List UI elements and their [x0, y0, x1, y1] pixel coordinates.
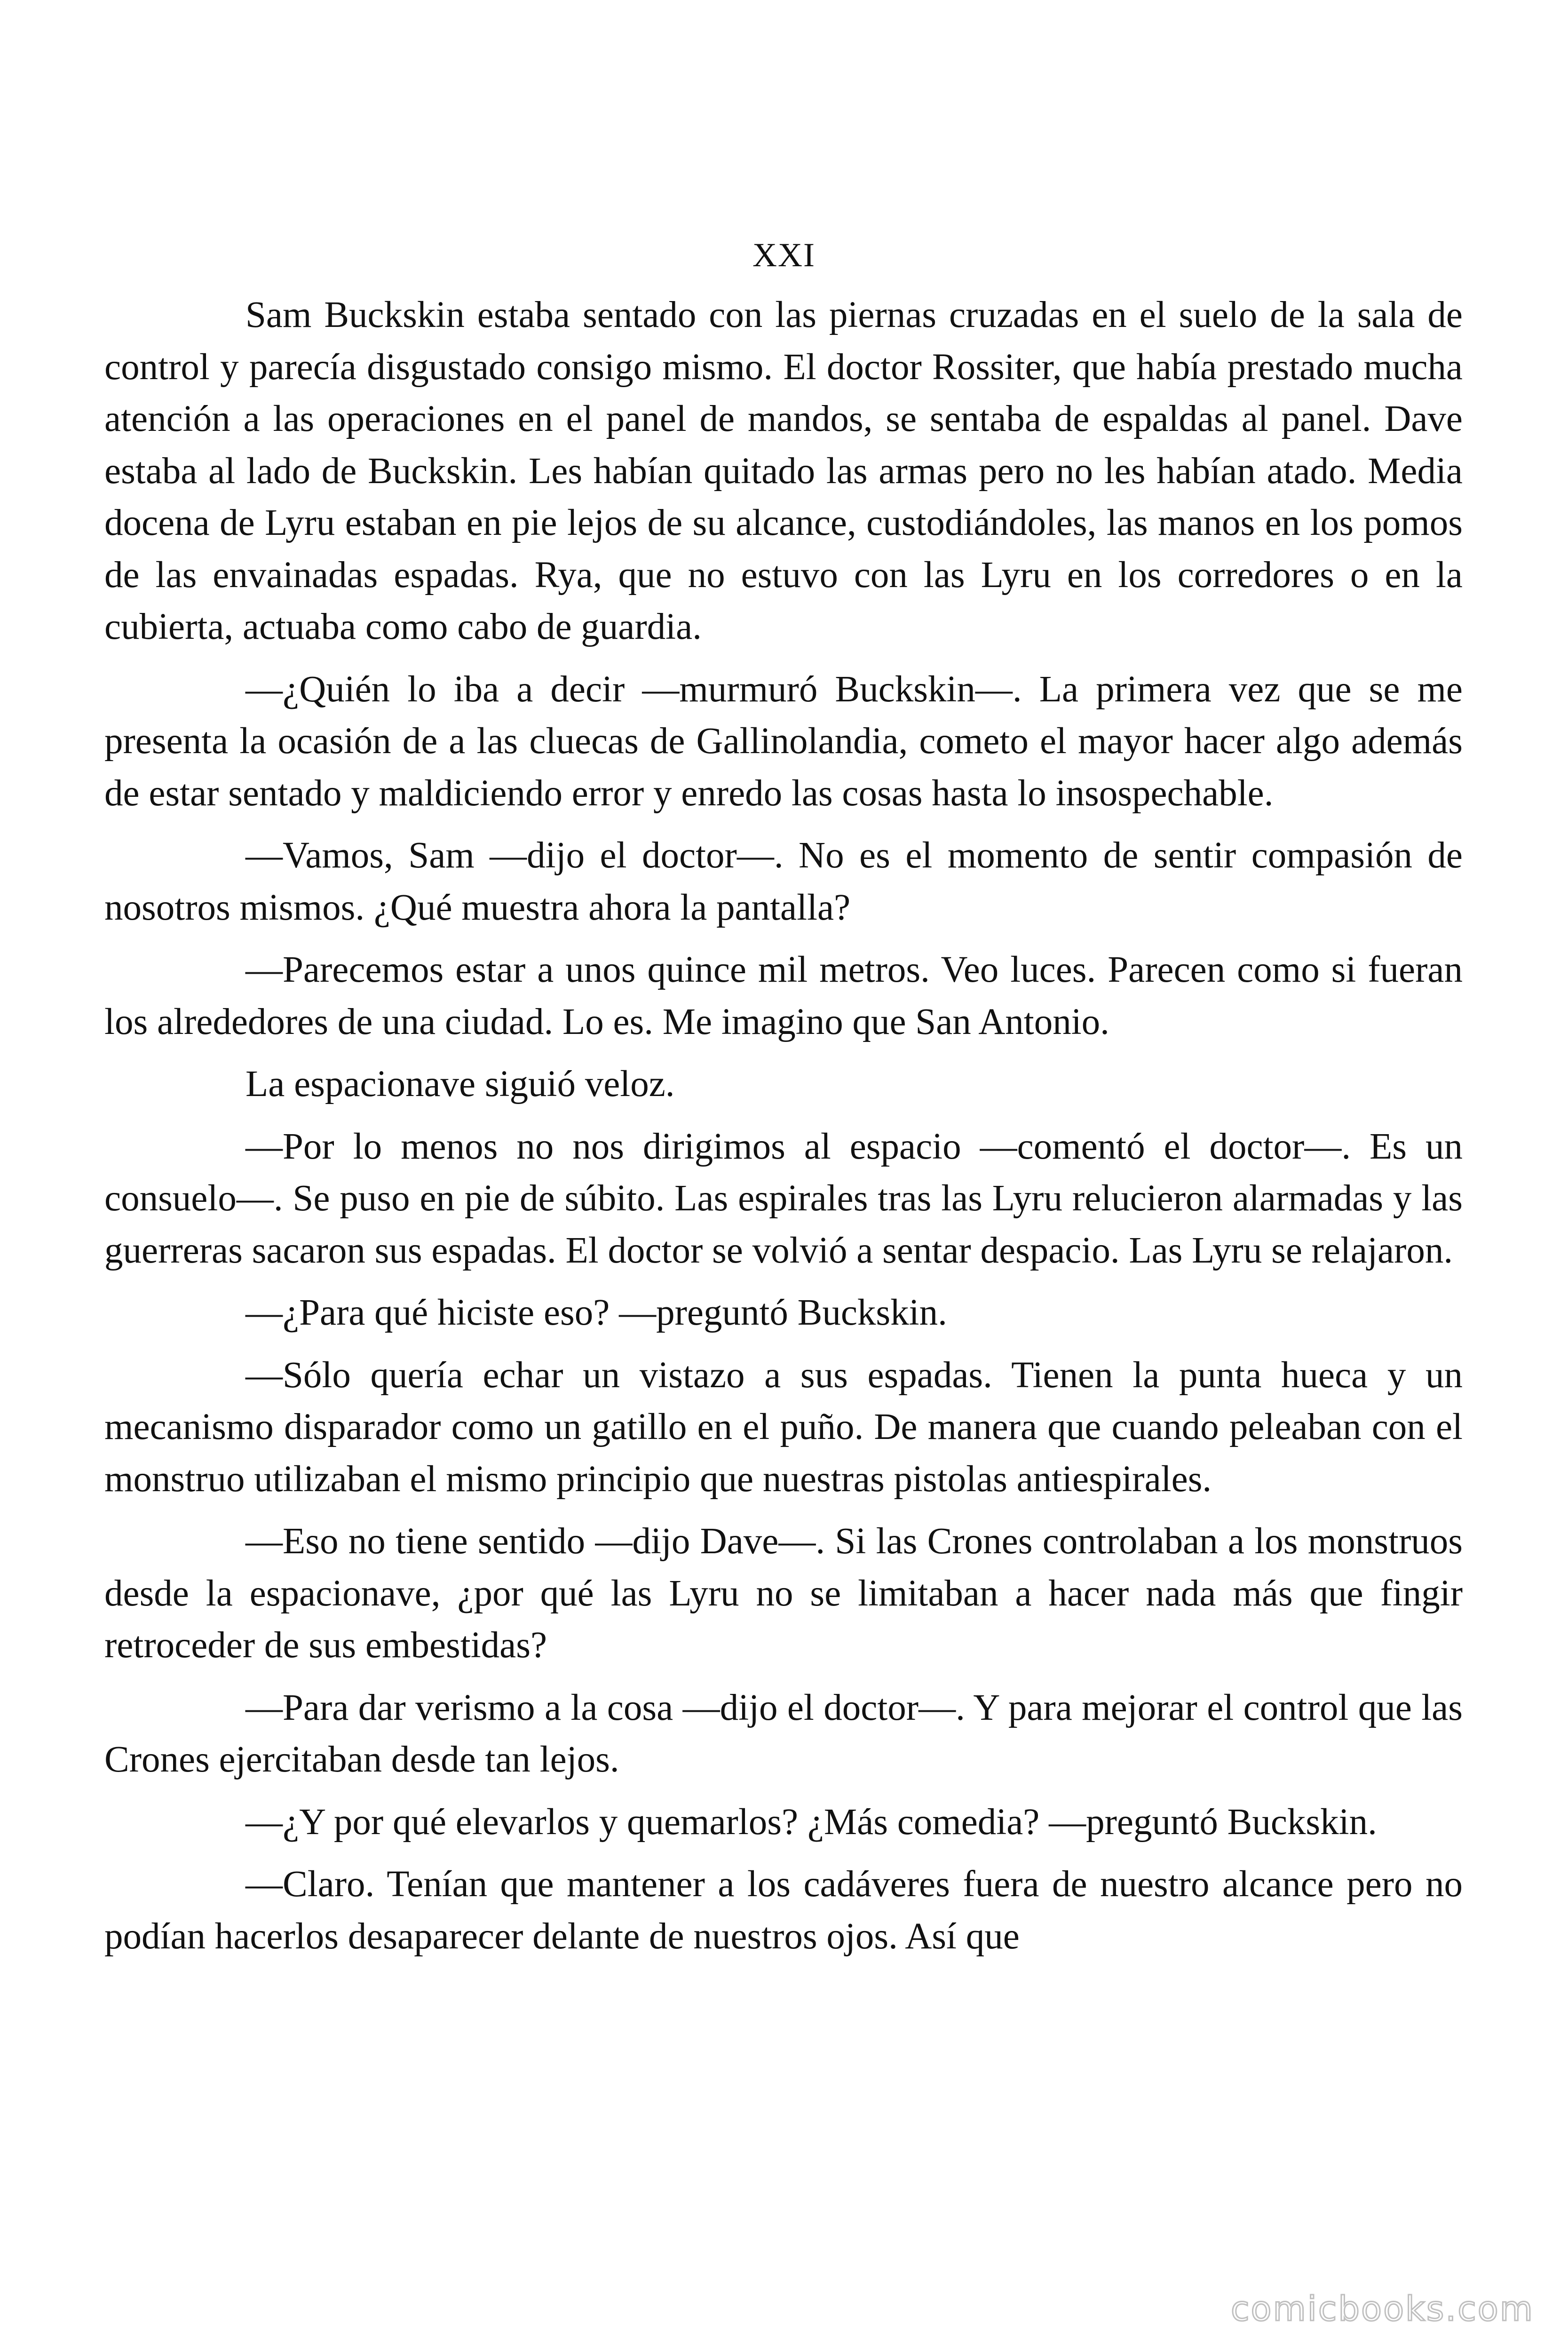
paragraph: Sam Buckskin estaba sentado con las piernas cruzadas en el suelo de la sala de control y parecía disgustado consigo mismo. El doctor Rossiter, que había prestado mucha atención a las operaciones en el panel de mandos, se sentaba de espaldas al panel. Dave estaba al lado de Buckskin. Les habían quitado las armas pero no les habían atado. Media docena de Lyru estaban en pie lejos de su alcance, custodiándoles, las manos en los pomos de las envainadas espadas. Rya, que no estuvo con las Lyru en los corredores o en la cubierta, actuaba como cabo de guardia.: [104, 294, 1463, 647]
paragraph: —Parecemos estar a unos quince mil metros. Veo luces. Parecen como si fueran los alrededores de una ciudad. Lo es. Me imagino que San Antonio.: [104, 949, 1463, 1042]
paragraph: —Claro. Tenían que mantener a los cadáveres fuera de nuestro alcance pero no podían hacerlos desaparecer delante de nuestros ojos. Así que: [104, 1864, 1463, 1957]
paragraph: La espacionave siguió veloz.: [245, 1064, 675, 1104]
paragraph: —¿Quién lo iba a decir —murmuró Buckskin—. La primera vez que se me presenta la ocasión de a las cluecas de Gallinolandia, cometo el mayor hacer algo además de estar sentado y maldiciendo error y enredo las cosas hasta lo insospechable.: [104, 668, 1463, 814]
paragraph: —Por lo menos no nos dirigimos al espacio —comentó el doctor—. Es un consuelo—. Se puso en pie de súbito. Las espirales tras las Lyru relucieron alarmadas y las guerreras sacaron sus espadas. El doctor se volvió a sentar despacio. Las Lyru se relajaron.: [104, 1126, 1463, 1271]
paragraph: —¿Y por qué elevarlos y quemarlos? ¿Más comedia? —preguntó Buckskin.: [245, 1801, 1377, 1843]
chapter-body: [104, 289, 1463, 1973]
paragraph: —Eso no tiene sentido —dijo Dave—. Si las Crones controlaban a los monstruos desde la espacionave, ¿por qué las Lyru no se limitaban a hacer nada más que fingir retroceder de sus embestidas?: [104, 1521, 1463, 1666]
paragraph: —¿Para qué hiciste eso? —preguntó Buckskin.: [245, 1292, 947, 1333]
paragraph: —Vamos, Sam —dijo el doctor—. No es el momento de sentir compasión de nosotros mismos. ¿Qué muestra ahora la pantalla?: [104, 835, 1463, 928]
paragraph: —Para dar verismo a la cosa —dijo el doctor—. Y para mejorar el control que las Crones ejercitaban desde tan lejos.: [104, 1687, 1463, 1780]
site-watermark: comicbooks.com: [1230, 2289, 1534, 2328]
paragraph: —Sólo quería echar un vistazo a sus espadas. Tienen la punta hueca y un mecanismo disparador como un gatillo en el puño. De manera que cuando peleaban con el monstruo utilizaban el mismo principio que nuestras pistolas antiespirales.: [104, 1354, 1463, 1500]
chapter-title: XXI: [752, 236, 816, 274]
